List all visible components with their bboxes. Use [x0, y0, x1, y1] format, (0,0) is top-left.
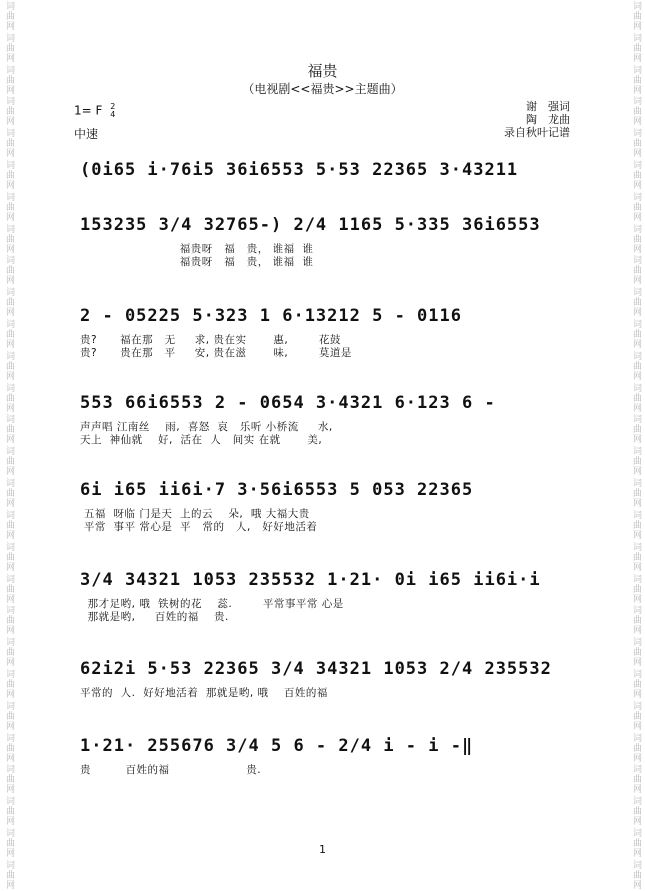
key-label: 1= F: [74, 103, 103, 118]
time-bottom: 4: [110, 110, 116, 119]
notation-line: 153235 3/4 32765-) 2/4 1165 5·335 36i6553: [80, 215, 541, 235]
transcriber: 录自秋叶记谱: [504, 126, 570, 139]
page-number: 1: [319, 843, 326, 856]
lyrics-line-1: 五福 呀临 门是天 上的云 朵, 哦 大福大贵: [80, 508, 310, 520]
lyrics-line-2: 平常 事平 常心是 平 常的 人, 好好地活着: [80, 521, 318, 533]
lyrics-line-1: 平常的 人. 好好地活着 那就是哟, 哦 百姓的福: [80, 687, 328, 699]
tempo-marking: 中速: [74, 127, 99, 141]
watermark-text: 词曲网: [4, 96, 14, 127]
lyrics-line-2: 福贵呀 福 贵， 谁福 谁: [80, 256, 314, 268]
watermark-text: 词曲网: [631, 319, 641, 350]
lyrics-line-2: 天上 神仙就 好, 活在 人 间实 在就 美,: [80, 434, 323, 446]
composer: 陶 龙曲: [526, 113, 570, 126]
notation-line: 2 - 05225 5·323 1 6·13212 5 - 0116: [80, 306, 462, 326]
watermark-text: 词曲网: [4, 637, 14, 668]
notation-line: 3/4 34321 1053 235532 1·21· 0i i65 ii6i·i: [80, 570, 541, 590]
key-signature: [74, 103, 115, 119]
watermark-text: 词曲网: [631, 605, 641, 636]
watermark-text: 词曲网: [631, 64, 641, 95]
notation-line: 62i2i 5·53 22365 3/4 34321 1053 2/4 235532: [80, 659, 552, 679]
watermark-text: 词曲网: [4, 223, 14, 254]
notation-line: 1·21· 255676 3/4 5 6 - 2/4 i - i -‖: [80, 736, 474, 756]
watermark-text: 词曲网: [631, 32, 641, 63]
lyrics-line-1: 贵? 福在那 无 求, 贵在实 惠, 花鼓: [80, 334, 341, 346]
watermark-text: 词曲网: [631, 350, 641, 381]
watermark-text: 词曲网: [631, 382, 641, 413]
watermark-text: 词曲网: [631, 223, 641, 254]
lyrics-line-2: 贵? 贵在那 平 安, 贵在滋 味, 莫道是: [80, 347, 352, 359]
watermark-text: 词曲网: [4, 573, 14, 604]
notation-line: 6i i65 ii6i·7 3·56i6553 5 053 22365: [80, 480, 474, 500]
watermark-text: 词曲网: [4, 541, 14, 572]
watermark-text: 词曲网: [631, 478, 641, 509]
watermark-text: 词曲网: [631, 96, 641, 127]
notation-line: (0i65 i·76i5 36i6553 5·53 22365 3·43211: [80, 160, 519, 180]
watermark-text: 词曲网: [631, 287, 641, 318]
watermark-text: 词曲网: [631, 128, 641, 159]
watermark-text: 词曲网: [4, 668, 14, 699]
lyricist: 谢 强词: [526, 100, 570, 113]
watermark-text: 词曲网: [631, 159, 641, 190]
lyrics-line-1: 声声唱 江南丝 雨, 喜怒 哀 乐听 小桥流 水,: [80, 421, 333, 433]
lyrics-line-2: 那就是哟, 百姓的福 贵.: [80, 611, 229, 623]
watermark-text: 词曲网: [4, 796, 14, 827]
watermark-text: 词曲网: [631, 573, 641, 604]
watermark-text: 词曲网: [4, 828, 14, 859]
watermark-text: 词曲网: [631, 732, 641, 763]
watermark-text: 词曲网: [631, 541, 641, 572]
watermark-text: 词曲网: [4, 32, 14, 63]
watermark-text: 词曲网: [4, 764, 14, 795]
watermark-text: 词曲网: [4, 0, 14, 31]
watermark-text: 词曲网: [631, 255, 641, 286]
watermark-text: 词曲网: [4, 700, 14, 731]
lyrics-line-1: 福贵呀 福 贵， 谁福 谁: [80, 243, 314, 255]
credits: [470, 100, 570, 139]
watermark-text: 词曲网: [631, 796, 641, 827]
watermark-text: 词曲网: [4, 732, 14, 763]
watermark-text: 词曲网: [631, 668, 641, 699]
watermark-text: 词曲网: [631, 0, 641, 31]
lyrics-line-1: 贵 百姓的福 贵.: [80, 764, 262, 776]
watermark-column-right: [629, 0, 643, 891]
watermark-text: 词曲网: [631, 509, 641, 540]
watermark-column-left: [2, 0, 16, 891]
watermark-text: 词曲网: [4, 382, 14, 413]
watermark-text: 词曲网: [4, 350, 14, 381]
lyrics-line-1: 那才足哟, 哦 铁树的花 蕊. 平常事平常 心是: [80, 598, 344, 610]
watermark-text: 词曲网: [4, 446, 14, 477]
watermark-text: 词曲网: [631, 414, 641, 445]
watermark-text: 词曲网: [4, 414, 14, 445]
watermark-text: 词曲网: [4, 128, 14, 159]
watermark-text: 词曲网: [4, 159, 14, 190]
watermark-text: 词曲网: [631, 764, 641, 795]
song-subtitle: （电视剧<<福贵>>主题曲）: [242, 82, 403, 96]
watermark-text: 词曲网: [4, 319, 14, 350]
time-signature: [110, 103, 115, 119]
watermark-text: 词曲网: [4, 287, 14, 318]
watermark-text: 词曲网: [631, 191, 641, 222]
watermark-text: 词曲网: [631, 700, 641, 731]
watermark-text: 词曲网: [4, 191, 14, 222]
watermark-text: 词曲网: [631, 637, 641, 668]
watermark-text: 词曲网: [4, 605, 14, 636]
watermark-text: 词曲网: [4, 478, 14, 509]
watermark-text: 词曲网: [4, 255, 14, 286]
time-top: 2: [110, 102, 116, 111]
watermark-text: 词曲网: [631, 859, 641, 890]
notation-line: 553 66i6553 2 - 0654 3·4321 6·123 6 -: [80, 393, 496, 413]
watermark-text: 词曲网: [4, 859, 14, 890]
watermark-text: 词曲网: [631, 828, 641, 859]
watermark-text: 词曲网: [4, 509, 14, 540]
watermark-text: 词曲网: [4, 64, 14, 95]
watermark-text: 词曲网: [631, 446, 641, 477]
song-title: 福贵: [307, 62, 338, 80]
